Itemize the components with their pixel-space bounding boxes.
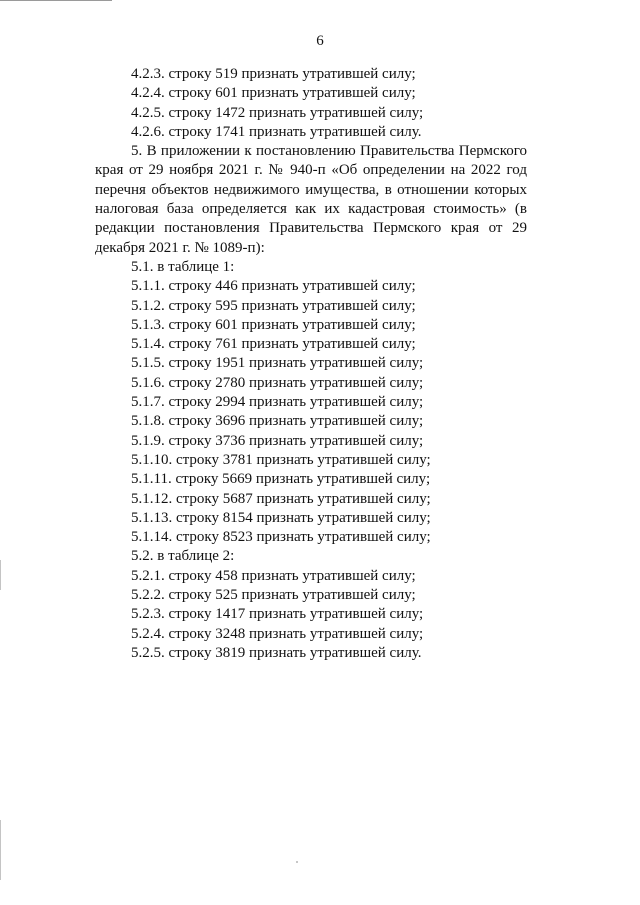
list-item: 4.2.3. строку 519 признать утратившей силу; <box>131 66 416 82</box>
section-heading-5-2: 5.2. в таблице 2: <box>131 548 235 565</box>
list-item: 5.1.11. строку 5669 признать утратившей силу; <box>131 471 431 488</box>
list-item: 4.2.6. строку 1741 признать утратившей силу. <box>131 123 422 140</box>
paragraph-5: 5. В приложении к постановлению Правительства Пермского края от 29 ноября 2021 г. № 940-п «Об определении на 2022 год перечня объектов недвижимого имущества, в отношении которых налоговая база определяется как их кадастровая стоимость» (в редакции постановления Правительства Пермского края от 29 декабря 2021 г. № 1089-п): <box>95 143 527 256</box>
list-item: 5.1.7. строку 2994 признать утратившей силу; <box>131 394 424 411</box>
list-item: 5.2.1. строку 458 признать утратившей силу; <box>131 567 416 584</box>
list-item: 5.1.1. строку 446 признать утратившей силу; <box>131 278 416 295</box>
list-item: 5.1.9. строку 3736 признать утратившей силу; <box>131 432 424 449</box>
list-item: 5.2.5. строку 3819 признать утратившей силу. <box>131 644 422 661</box>
list-item: 5.2.2. строку 525 признать утратившей силу; <box>131 587 416 604</box>
scan-top-rule <box>0 0 112 1</box>
list-item: 5.1.2. строку 595 признать утратившей силу; <box>131 297 416 314</box>
scan-speck <box>296 861 298 863</box>
list-item: 4.2.5. строку 1472 признать утратившей силу; <box>131 104 424 121</box>
list-item: 5.1.3. строку 601 признать утратившей силу; <box>131 316 416 333</box>
list-item: 5.1.5. строку 1951 признать утратившей силу; <box>131 355 424 372</box>
section-heading-5-1: 5.1. в таблице 1: <box>131 258 235 275</box>
list-item: 5.1.12. строку 5687 признать утратившей силу; <box>131 490 431 507</box>
list-item: 5.1.13. строку 8154 признать утратившей силу; <box>131 509 431 526</box>
list-item: 5.1.10. строку 3781 признать утратившей силу; <box>131 451 431 468</box>
page-number: 6 <box>316 33 324 49</box>
list-item: 4.2.4. строку 601 признать утратившей силу; <box>131 85 416 102</box>
list-item: 5.2.4. строку 3248 признать утратившей силу; <box>131 625 424 642</box>
list-item: 5.1.6. строку 2780 признать утратившей силу; <box>131 374 424 391</box>
list-item: 5.1.4. строку 761 признать утратившей силу; <box>131 336 416 353</box>
list-item: 5.2.3. строку 1417 признать утратившей силу; <box>131 606 424 623</box>
scan-edge-mark <box>0 820 1 880</box>
list-item: 5.1.14. строку 8523 признать утратившей силу; <box>131 529 431 546</box>
list-item: 5.1.8. строку 3696 признать утратившей силу; <box>131 413 424 430</box>
document-body <box>95 65 527 663</box>
scan-edge-mark <box>0 560 1 590</box>
